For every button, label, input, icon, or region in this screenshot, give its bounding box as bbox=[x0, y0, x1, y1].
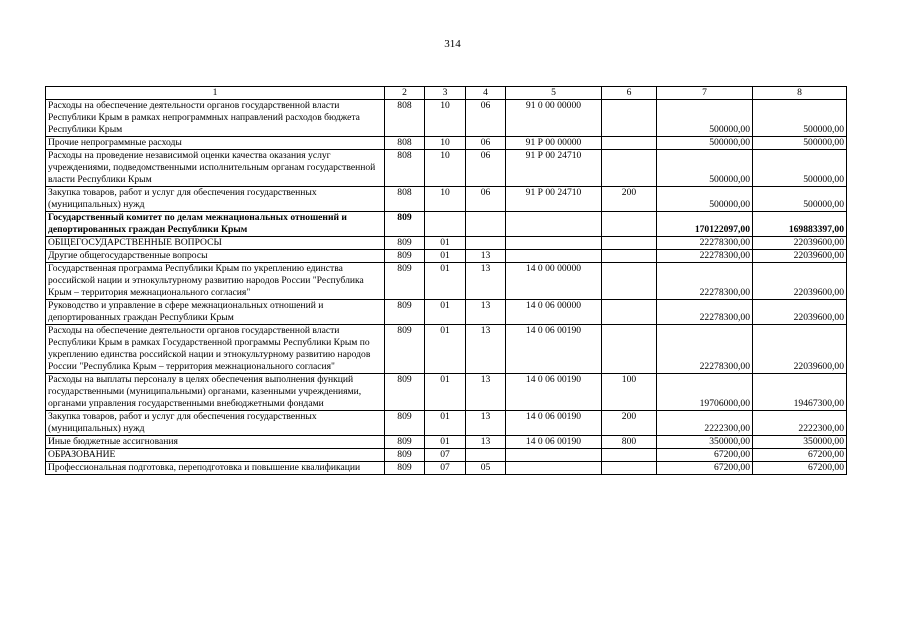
target-article-cell: 14 0 06 00190 bbox=[506, 374, 602, 411]
amount-cell: 2222300,00 bbox=[657, 411, 753, 436]
section-cell: 10 bbox=[425, 100, 466, 137]
amount-cell: 169883397,00 bbox=[753, 212, 847, 237]
table-row bbox=[46, 212, 847, 237]
target-article-cell bbox=[506, 250, 602, 263]
code-cell: 808 bbox=[385, 100, 425, 137]
subsection-cell: 13 bbox=[466, 325, 506, 374]
column-header: 5 bbox=[506, 87, 602, 100]
table-row bbox=[46, 449, 847, 462]
table-row bbox=[46, 325, 847, 374]
table-row bbox=[46, 100, 847, 137]
table-row bbox=[46, 187, 847, 212]
target-article-cell bbox=[506, 237, 602, 250]
target-article-cell: 91 0 00 00000 bbox=[506, 100, 602, 137]
subsection-cell bbox=[466, 212, 506, 237]
row-name-cell: Расходы на обеспечение деятельности органов государственной власти Республики Крым в рамках непрограммных направлений расходов бюджета Республики Крым bbox=[46, 100, 385, 137]
section-cell: 07 bbox=[425, 462, 466, 475]
subsection-cell: 13 bbox=[466, 436, 506, 449]
code-cell: 809 bbox=[385, 436, 425, 449]
amount-cell: 500000,00 bbox=[657, 187, 753, 212]
section-cell: 01 bbox=[425, 237, 466, 250]
section-cell: 01 bbox=[425, 250, 466, 263]
target-article-cell bbox=[506, 212, 602, 237]
row-name-cell: Закупка товаров, работ и услуг для обеспечения государственных (муниципальных) нужд bbox=[46, 411, 385, 436]
section-cell bbox=[425, 212, 466, 237]
row-name-cell: Прочие непрограммные расходы bbox=[46, 137, 385, 150]
column-header: 6 bbox=[602, 87, 657, 100]
expense-type-cell bbox=[602, 250, 657, 263]
target-article-cell: 14 0 06 00000 bbox=[506, 300, 602, 325]
target-article-cell bbox=[506, 449, 602, 462]
amount-cell: 500000,00 bbox=[753, 100, 847, 137]
amount-cell: 350000,00 bbox=[657, 436, 753, 449]
code-cell: 809 bbox=[385, 263, 425, 300]
section-cell: 01 bbox=[425, 374, 466, 411]
code-cell: 808 bbox=[385, 187, 425, 212]
amount-cell: 170122097,00 bbox=[657, 212, 753, 237]
code-cell: 808 bbox=[385, 150, 425, 187]
code-cell: 809 bbox=[385, 462, 425, 475]
target-article-cell: 14 0 06 00190 bbox=[506, 325, 602, 374]
table-row bbox=[46, 137, 847, 150]
amount-cell: 22039600,00 bbox=[753, 250, 847, 263]
code-cell: 809 bbox=[385, 411, 425, 436]
expense-type-cell bbox=[602, 300, 657, 325]
subsection-cell: 13 bbox=[466, 374, 506, 411]
column-header: 4 bbox=[466, 87, 506, 100]
expense-type-cell: 200 bbox=[602, 411, 657, 436]
section-cell: 01 bbox=[425, 263, 466, 300]
row-name-cell: Профессиональная подготовка, переподготовка и повышение квалификации bbox=[46, 462, 385, 475]
row-name-cell: Расходы на выплаты персоналу в целях обеспечения выполнения функций государственными (муниципальными) органами, казенными учреждениями, органами управления государственными внебюджетными фондами bbox=[46, 374, 385, 411]
amount-cell: 22278300,00 bbox=[657, 263, 753, 300]
column-header: 1 bbox=[46, 87, 385, 100]
row-name-cell: Государственный комитет по делам межнациональных отношений и депортированных граждан Республики Крым bbox=[46, 212, 385, 237]
expense-type-cell: 800 bbox=[602, 436, 657, 449]
expense-type-cell bbox=[602, 449, 657, 462]
table-row bbox=[46, 250, 847, 263]
amount-cell: 22278300,00 bbox=[657, 237, 753, 250]
code-cell: 809 bbox=[385, 300, 425, 325]
code-cell: 809 bbox=[385, 325, 425, 374]
amount-cell: 500000,00 bbox=[753, 150, 847, 187]
amount-cell: 67200,00 bbox=[753, 462, 847, 475]
row-name-cell: Государственная программа Республики Крым по укреплению единства российской нации и этнокультурному развитию народов России "Республика Крым – территория межнационального согласия" bbox=[46, 263, 385, 300]
table-body bbox=[46, 100, 847, 475]
expense-type-cell: 200 bbox=[602, 187, 657, 212]
table-row bbox=[46, 462, 847, 475]
budget-table bbox=[45, 86, 847, 475]
target-article-cell: 14 0 06 00190 bbox=[506, 436, 602, 449]
section-cell: 01 bbox=[425, 436, 466, 449]
table-row bbox=[46, 374, 847, 411]
table-row bbox=[46, 237, 847, 250]
subsection-cell: 13 bbox=[466, 300, 506, 325]
subsection-cell bbox=[466, 449, 506, 462]
subsection-cell: 05 bbox=[466, 462, 506, 475]
subsection-cell: 13 bbox=[466, 263, 506, 300]
code-cell: 809 bbox=[385, 250, 425, 263]
amount-cell: 67200,00 bbox=[753, 449, 847, 462]
subsection-cell: 06 bbox=[466, 137, 506, 150]
amount-cell: 19467300,00 bbox=[753, 374, 847, 411]
column-header: 3 bbox=[425, 87, 466, 100]
amount-cell: 500000,00 bbox=[753, 187, 847, 212]
amount-cell: 500000,00 bbox=[657, 137, 753, 150]
amount-cell: 500000,00 bbox=[657, 150, 753, 187]
amount-cell: 67200,00 bbox=[657, 449, 753, 462]
amount-cell: 350000,00 bbox=[753, 436, 847, 449]
table-row bbox=[46, 150, 847, 187]
amount-cell: 22039600,00 bbox=[753, 300, 847, 325]
code-cell: 809 bbox=[385, 212, 425, 237]
table-row bbox=[46, 263, 847, 300]
row-name-cell: Другие общегосударственные вопросы bbox=[46, 250, 385, 263]
amount-cell: 22039600,00 bbox=[753, 325, 847, 374]
row-name-cell: ОБРАЗОВАНИЕ bbox=[46, 449, 385, 462]
section-cell: 01 bbox=[425, 325, 466, 374]
subsection-cell: 13 bbox=[466, 411, 506, 436]
amount-cell: 19706000,00 bbox=[657, 374, 753, 411]
row-name-cell: Иные бюджетные ассигнования bbox=[46, 436, 385, 449]
amount-cell: 22278300,00 bbox=[657, 300, 753, 325]
expense-type-cell bbox=[602, 237, 657, 250]
target-article-cell: 91 Р 00 24710 bbox=[506, 150, 602, 187]
row-name-cell: Расходы на проведение независимой оценки качества оказания услуг учреждениями, подведомственными исполнительным органам государственной власти Республики Крым bbox=[46, 150, 385, 187]
column-header: 7 bbox=[657, 87, 753, 100]
subsection-cell: 06 bbox=[466, 187, 506, 212]
table-row bbox=[46, 411, 847, 436]
column-header: 8 bbox=[753, 87, 847, 100]
amount-cell: 22278300,00 bbox=[657, 250, 753, 263]
subsection-cell: 06 bbox=[466, 100, 506, 137]
amount-cell: 500000,00 bbox=[657, 100, 753, 137]
section-cell: 01 bbox=[425, 411, 466, 436]
target-article-cell: 14 0 00 00000 bbox=[506, 263, 602, 300]
code-cell: 809 bbox=[385, 374, 425, 411]
code-cell: 809 bbox=[385, 237, 425, 250]
target-article-cell: 14 0 06 00190 bbox=[506, 411, 602, 436]
expense-type-cell bbox=[602, 462, 657, 475]
section-cell: 10 bbox=[425, 187, 466, 212]
section-cell: 01 bbox=[425, 300, 466, 325]
section-cell: 10 bbox=[425, 137, 466, 150]
section-cell: 07 bbox=[425, 449, 466, 462]
row-name-cell: ОБЩЕГОСУДАРСТВЕННЫЕ ВОПРОСЫ bbox=[46, 237, 385, 250]
expense-type-cell bbox=[602, 137, 657, 150]
amount-cell: 22039600,00 bbox=[753, 237, 847, 250]
amount-cell: 67200,00 bbox=[657, 462, 753, 475]
expense-type-cell bbox=[602, 150, 657, 187]
expense-type-cell bbox=[602, 263, 657, 300]
amount-cell: 2222300,00 bbox=[753, 411, 847, 436]
subsection-cell: 13 bbox=[466, 250, 506, 263]
amount-cell: 22039600,00 bbox=[753, 263, 847, 300]
page-number: 314 bbox=[444, 38, 461, 50]
table-header-row bbox=[46, 87, 847, 100]
target-article-cell bbox=[506, 462, 602, 475]
amount-cell: 22278300,00 bbox=[657, 325, 753, 374]
table-row bbox=[46, 300, 847, 325]
section-cell: 10 bbox=[425, 150, 466, 187]
expense-type-cell: 100 bbox=[602, 374, 657, 411]
target-article-cell: 91 Р 00 00000 bbox=[506, 137, 602, 150]
table-row bbox=[46, 436, 847, 449]
expense-type-cell bbox=[602, 325, 657, 374]
expense-type-cell bbox=[602, 212, 657, 237]
row-name-cell: Расходы на обеспечение деятельности органов государственной власти Республики Крым в рамках Государственной программы Республики Крым по укреплению единства российской нации и этнокультурному развитию народов России "Республика Крым – территория межнационального согласия" bbox=[46, 325, 385, 374]
code-cell: 809 bbox=[385, 449, 425, 462]
row-name-cell: Руководство и управление в сфере межнациональных отношений и депортированных граждан Республики Крым bbox=[46, 300, 385, 325]
subsection-cell: 06 bbox=[466, 150, 506, 187]
code-cell: 808 bbox=[385, 137, 425, 150]
amount-cell: 500000,00 bbox=[753, 137, 847, 150]
subsection-cell bbox=[466, 237, 506, 250]
target-article-cell: 91 Р 00 24710 bbox=[506, 187, 602, 212]
row-name-cell: Закупка товаров, работ и услуг для обеспечения государственных (муниципальных) нужд bbox=[46, 187, 385, 212]
expense-type-cell bbox=[602, 100, 657, 137]
column-header: 2 bbox=[385, 87, 425, 100]
